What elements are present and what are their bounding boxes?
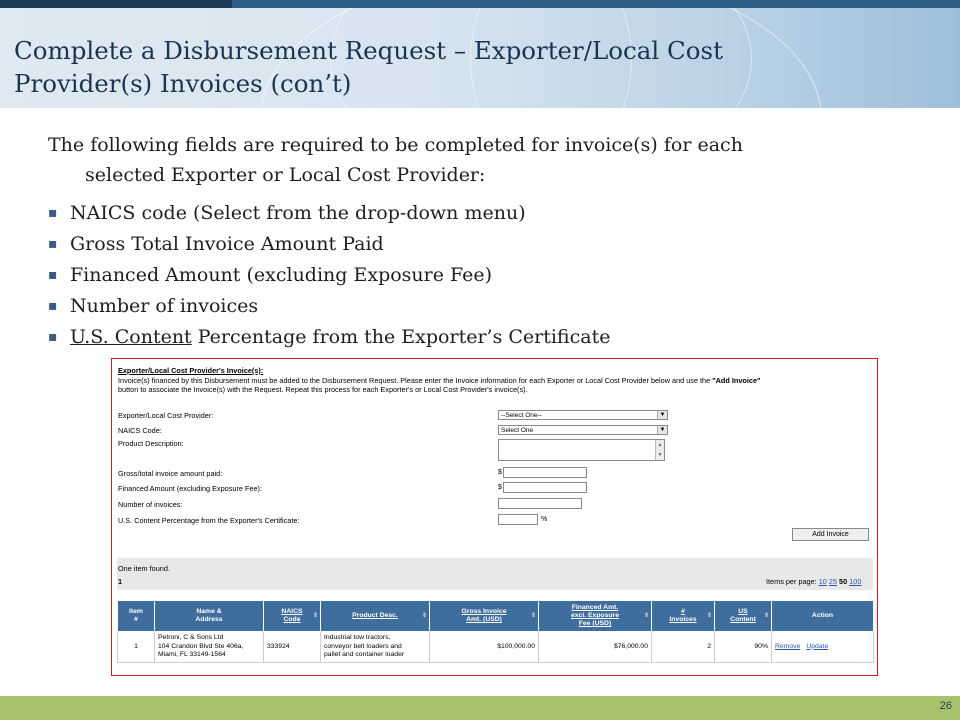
col-naics-header[interactable]: NAICS Code ⇕ <box>264 601 321 632</box>
bullet-item: ▪ Number of invoices <box>48 291 928 322</box>
update-link[interactable]: Update <box>806 642 829 650</box>
items-per-page: Items per page: 10 25 50 100 <box>766 577 862 586</box>
financed-amount-input[interactable] <box>503 482 587 493</box>
sort-icon: ⇕ <box>706 613 712 619</box>
cell-item: 1 <box>118 632 155 663</box>
required-fields-list <box>48 198 928 353</box>
bullet-square-icon: ▪ <box>48 267 58 283</box>
col-item-header: Item # <box>118 601 155 632</box>
col-gross-header[interactable]: Gross Invoice Amt. (USD) ⇕ <box>430 601 539 632</box>
bullet-square-icon: ▪ <box>48 236 58 252</box>
footer-bar <box>0 696 960 720</box>
col-invoices-header[interactable]: # Invoices ⇕ <box>652 601 715 632</box>
percent-sign: % <box>541 516 548 523</box>
gross-label: Gross/total invoice amount paid: <box>118 469 223 478</box>
table-header-row <box>118 601 874 632</box>
cell-financed: $76,000.00 <box>539 632 652 663</box>
cell-gross: $100,000.00 <box>430 632 539 663</box>
financed-dollar-sign: $ <box>498 484 502 491</box>
invoice-section-heading: Exporter/Local Cost Provider's Invoice(s): <box>118 366 264 375</box>
slide-title-line1: Complete a Disbursement Request – Exporter/Local Cost <box>14 36 723 65</box>
col-name-header: Name & Address <box>155 601 264 632</box>
ipp-25-link[interactable]: 25 <box>828 577 838 586</box>
textarea-scrollbar[interactable]: ▲ ▼ <box>655 440 664 460</box>
invoice-instructions: Invoice(s) financed by this Disbursement must be added to the Disbursement Request. Please enter the Invoice information for each Exporter or Local Cost Provider below and use the "Add Invoice" button to associate the Invoice(s) with the Request. Repeat this process for each Exporter's or Local Cost Provider's invoice(s). <box>118 376 761 394</box>
gross-amount-input[interactable] <box>503 467 587 478</box>
current-page-number: 1 <box>118 577 123 586</box>
ipp-100-link[interactable]: 100 <box>849 577 862 586</box>
product-label: Product Description: <box>118 439 184 448</box>
ipp-50-current: 50 <box>839 577 848 586</box>
slide-title-line2: Provider(s) Invoices (con’t) <box>14 69 352 98</box>
bullet-item: ▪ Gross Total Invoice Amount Paid <box>48 229 928 260</box>
add-invoice-button[interactable]: Add Invoice <box>792 528 869 541</box>
slide-title <box>14 34 914 100</box>
chevron-down-icon: ▼ <box>657 426 667 434</box>
number-of-invoices-input[interactable] <box>498 498 582 509</box>
results-bar <box>117 558 873 590</box>
ipp-10-link[interactable]: 10 <box>818 577 827 586</box>
bullet-square-icon: ▪ <box>48 329 58 345</box>
bullet-item: ▪ Financed Amount (excluding Exposure Fee) <box>48 260 928 291</box>
sort-icon: ⇕ <box>421 613 427 619</box>
us-content-input[interactable] <box>498 514 538 525</box>
naics-label: NAICS Code: <box>118 426 162 435</box>
title-banner <box>0 8 960 108</box>
col-action-header: Action <box>772 601 874 632</box>
cell-naics: 333924 <box>264 632 321 663</box>
financed-label: Financed Amount (excluding Exposure Fee): <box>118 484 262 493</box>
col-product-header[interactable]: Product Desc. ⇕ <box>321 601 430 632</box>
invoice-table <box>117 600 874 663</box>
intro-line2: selected Exporter or Local Cost Provider: <box>85 164 486 186</box>
content-label: U.S. Content Percentage from the Exporter's Certificate: <box>118 516 300 525</box>
sort-icon: ⇕ <box>643 613 649 619</box>
intro-text <box>48 130 928 190</box>
naics-select[interactable]: Select One ▼ <box>498 425 668 435</box>
gross-dollar-sign: $ <box>498 469 502 476</box>
invoice-form-screenshot <box>111 358 878 676</box>
sort-icon: ⇕ <box>312 613 318 619</box>
provider-select[interactable]: --Select One-- ▼ <box>498 410 668 420</box>
col-content-header[interactable]: US Content ⇕ <box>715 601 772 632</box>
bullet-square-icon: ▪ <box>48 205 58 221</box>
cell-content: 90% <box>715 632 772 663</box>
bullet-square-icon: ▪ <box>48 298 58 314</box>
bullet-item: ▪ U.S. Content Percentage from the Exporter’s Certificate <box>48 322 928 353</box>
bullet-item: ▪ NAICS code (Select from the drop-down menu) <box>48 198 928 229</box>
sort-icon: ⇕ <box>530 613 536 619</box>
intro-line1: The following fields are required to be completed for invoice(s) for each <box>48 134 743 156</box>
chevron-down-icon: ▼ <box>657 411 667 419</box>
remove-link[interactable]: Remove <box>775 642 801 650</box>
cell-name-address: Petroni, C & Sons Ltd 104 Crandon Blvd Ste 406a, Miami, FL 33149-1564 <box>155 632 264 663</box>
cell-product: Industrial tow tractors, conveyor belt loaders and pallet and container loader <box>321 632 430 663</box>
cell-action <box>772 632 874 663</box>
page-number: 26 <box>939 700 952 712</box>
top-strip-accent <box>0 0 232 8</box>
us-content-underlined: U.S. Content <box>70 326 192 348</box>
table-row <box>118 632 874 663</box>
results-count: One item found. <box>118 564 170 573</box>
cell-invoices: 2 <box>652 632 715 663</box>
top-strip <box>0 0 960 8</box>
provider-label: Exporter/Local Cost Provider: <box>118 411 214 420</box>
product-description-textarea[interactable] <box>498 439 665 461</box>
col-financed-header[interactable]: Financed Amt. excl. Exposure Fee (USD) ⇕ <box>539 601 652 632</box>
number-label: Number of invoices: <box>118 500 183 509</box>
sort-icon: ⇕ <box>763 613 769 619</box>
